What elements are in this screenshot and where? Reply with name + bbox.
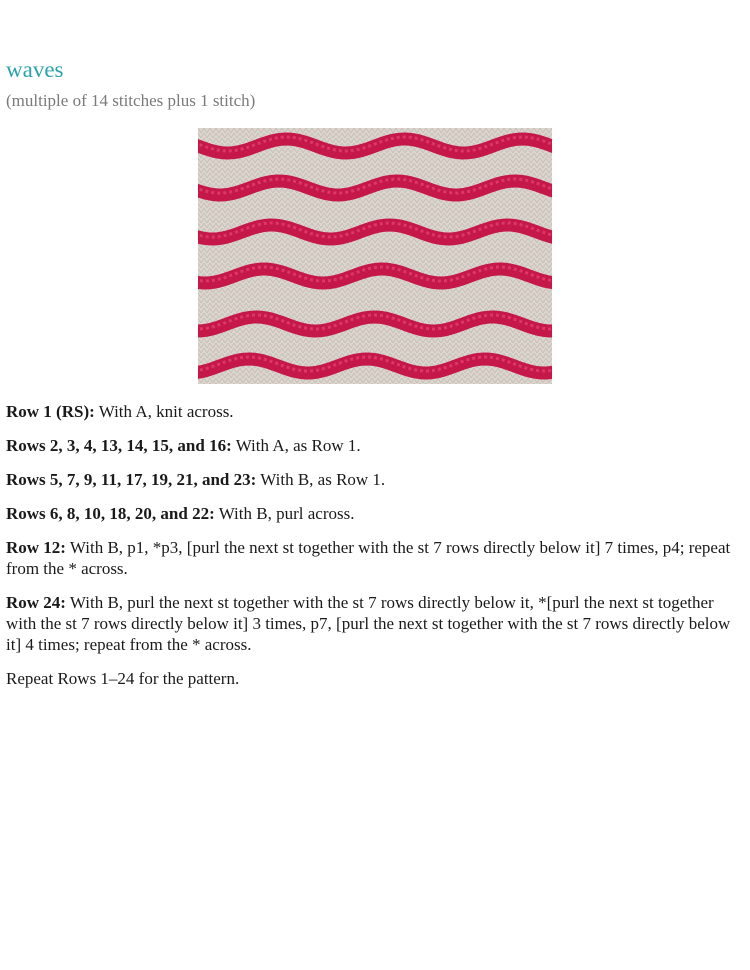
row-instruction: Row 1 (RS): With A, knit across. <box>6 402 234 421</box>
row-instruction: Rows 5, 7, 9, 11, 17, 19, 21, and 23: With B, as Row 1. <box>6 470 386 489</box>
pattern-subtitle: (multiple of 14 stitches plus 1 stitch) <box>6 91 256 110</box>
row-instruction: Row 24: With B, purl the next st together with the st 7 rows directly below it, *[purl the next st together with the st 7 rows directly below it] 3 times, p7, [purl the next st together with the st 7 rows directly below it] 4 times; repeat from the * across. <box>6 593 731 654</box>
waves-swatch-photo <box>198 128 552 384</box>
pattern-instructions <box>6 401 734 702</box>
pattern-title: waves <box>6 57 64 82</box>
row-instruction: Rows 6, 8, 10, 18, 20, and 22: With B, purl across. <box>6 504 355 523</box>
row-instruction: Row 12: With B, p1, *p3, [purl the next st together with the st 7 rows directly below it] 7 times, p4; repeat from the * across. <box>6 538 731 578</box>
closing-instruction: Repeat Rows 1–24 for the pattern. <box>6 669 240 688</box>
row-instruction: Rows 2, 3, 4, 13, 14, 15, and 16: With A, as Row 1. <box>6 436 361 455</box>
